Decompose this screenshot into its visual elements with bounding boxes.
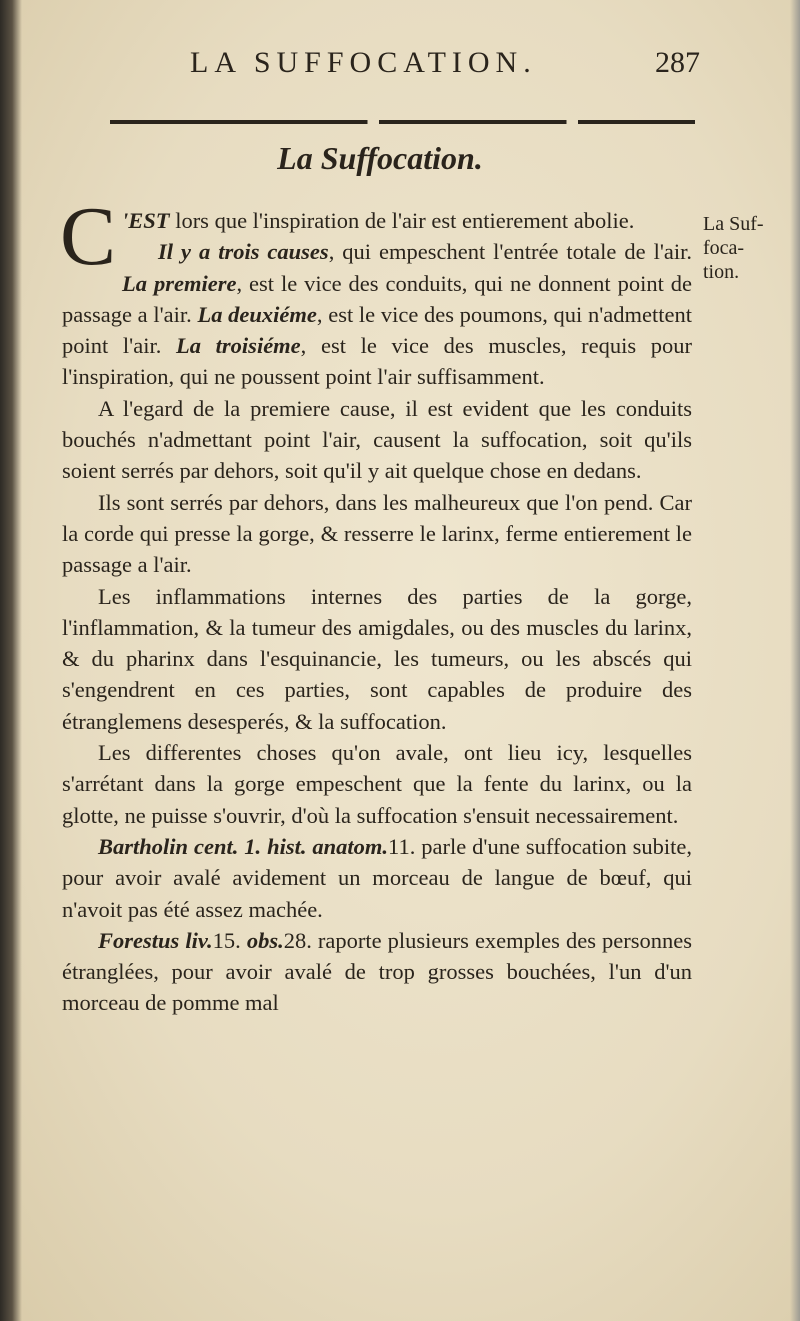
paragraph-7 (62, 831, 692, 925)
header-rule (110, 120, 695, 124)
book-binding (0, 0, 22, 1321)
running-head (190, 46, 710, 86)
text-run: , est le vice des muscles, requis pour l'inspiration, qui ne poussent point l'air suffisamment. (62, 333, 693, 390)
body-text (60, 190, 693, 1019)
paragraph-6: Les differentes choses qu'on avale, ont lieu icy, lesquelles s'arrétant dans la gorge empeschent que la fente du larinx, ou la glotte, ne puisse s'ouvrir, d'où la suffocation s'ensuit necessairement. (62, 740, 692, 828)
italic-phrase: La deuxiéme (197, 301, 317, 327)
text-run: 11. parle d'une suffocation subite, pour avoir avalé avidement un morceau de langue de bœuf, qui n'avoit pas été assez machée. (62, 833, 692, 922)
paragraph-4: Ils sont serrés par dehors, dans les malheureux que l'on pend. Car la corde qui presse la gorge, & resserre le larinx, ferme entierement le passage a l'air. (62, 489, 692, 578)
page-edge (790, 0, 800, 1321)
citation: Forestus liv. (98, 927, 213, 953)
text-run: , est le vice des conduits, qui ne donnent point de passage a l'air. (62, 270, 693, 327)
margin-note: La Suf- foca- tion. (703, 213, 764, 283)
paragraph-3: A l'egard de la premiere cause, il est evident que les conduits bouchés n'admettant point l'air, causent la suffocation, soit qu'ils soient serrés par dehors, soit qu'il y ait quelque chose en dedans. (62, 395, 692, 484)
drop-cap: C (60, 190, 117, 283)
italic-phrase: La premiere (122, 270, 237, 296)
text-run: , qui empeschent l'entrée totale de l'air. (328, 239, 692, 265)
text-run: , est le vice des poumons, qui n'admettent point l'air. (62, 301, 692, 359)
running-title: LA SUFFOCATION. (190, 46, 537, 79)
italic-phrase: La troisiéme (176, 333, 301, 359)
citation: Bartholin cent. 1. hist. anatom. (98, 833, 389, 859)
text-run: 28. raporte plusieurs exemples des personnes étranglées, pour avoir avalé de trop grosses bouchées, l'un d'un morceau de pomme mal (62, 927, 692, 1016)
paragraph-2 (62, 236, 692, 392)
paragraph-5: Les inflammations internes des parties de la gorge, l'inflammation, & la tumeur des amigdales, ou des muscles du larinx, & du pharinx dans l'esquinancie, les tumeurs, ou les abscés qui s'engendrent en ces parties, sont capables de produire des étranglemens desesperés, & la suffocation. (62, 583, 692, 734)
paragraph-8 (62, 925, 692, 1019)
paragraph-1-text: lors que l'inspiration de l'air est entierement abolie. (169, 208, 635, 233)
paragraph-1-lead: 'EST (122, 208, 170, 233)
text-run: 15. (212, 927, 247, 953)
italic-phrase: Il y a trois causes (158, 239, 329, 265)
page-number: 287 (655, 46, 700, 79)
citation: obs. (246, 927, 284, 953)
section-title: La Suffocation. (277, 140, 483, 176)
